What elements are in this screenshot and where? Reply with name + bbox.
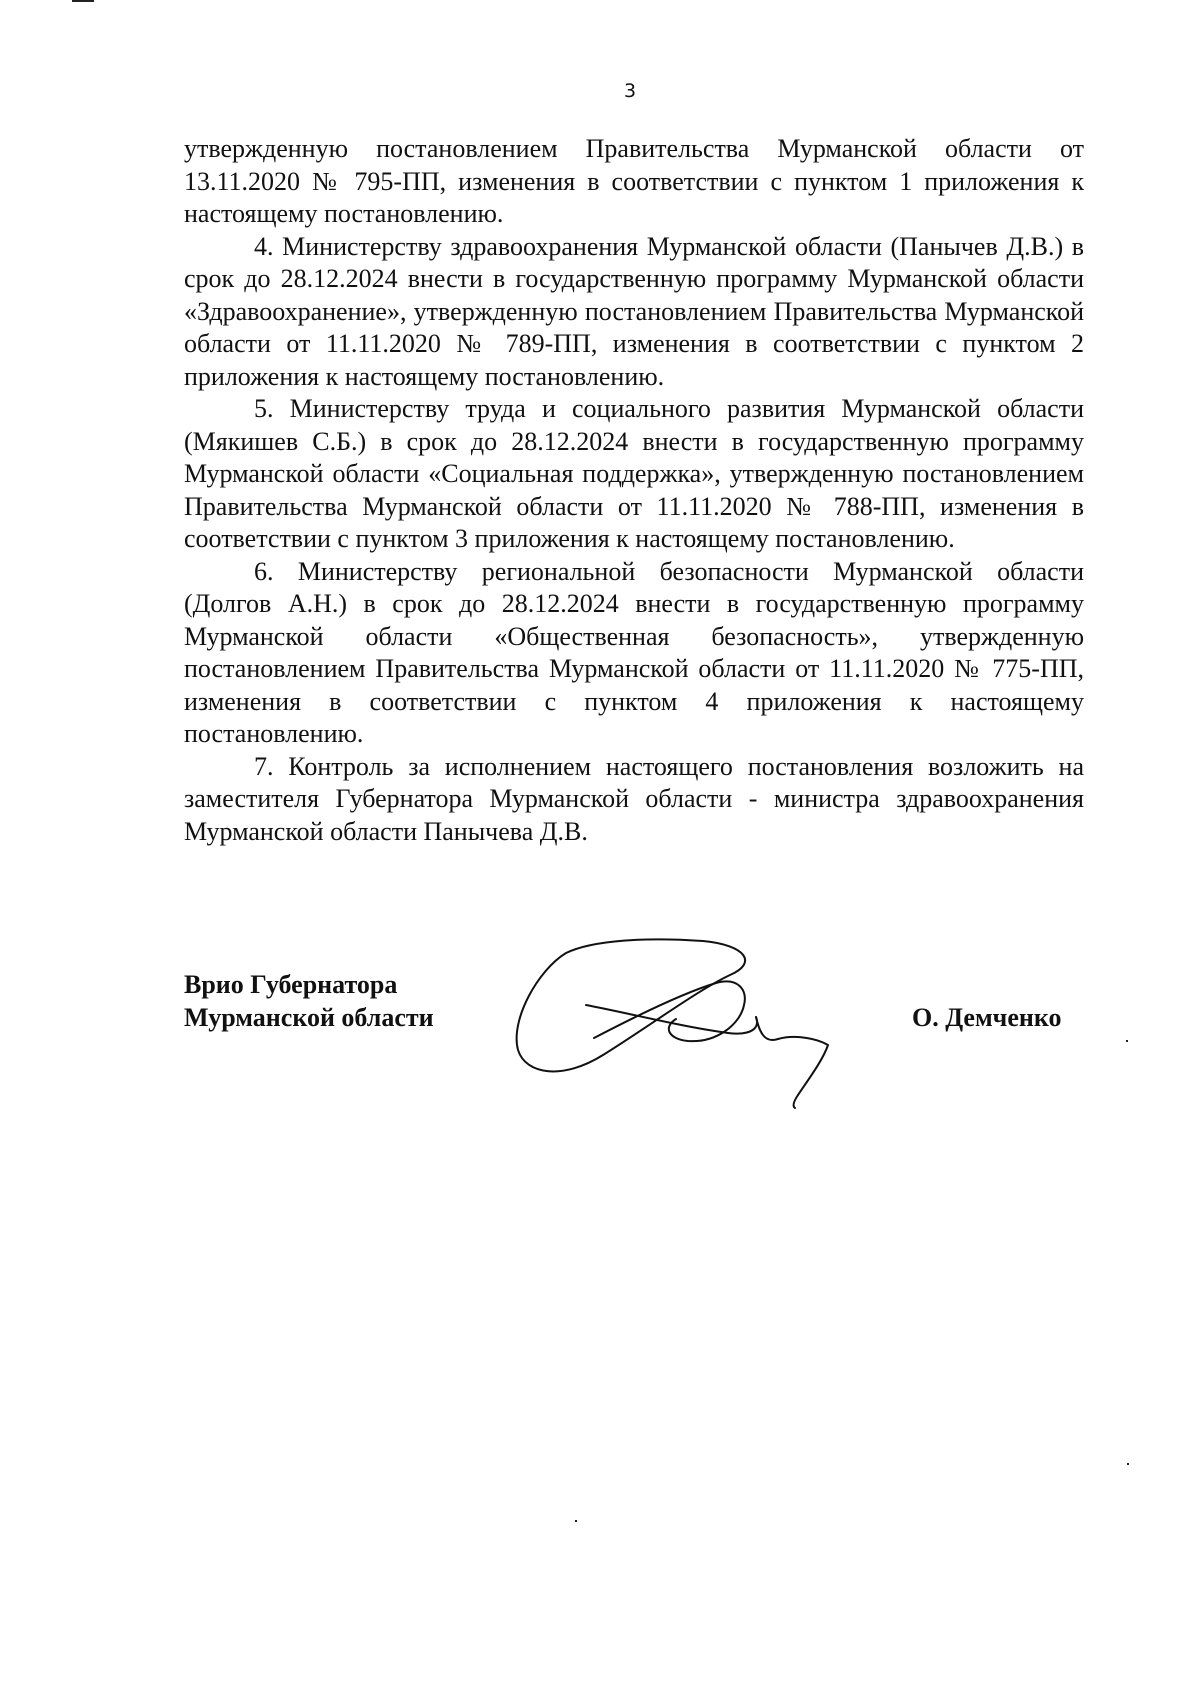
paragraph-item-7: 7. Контроль за исполнением настоящего постановления возложить на заместителя Губернатора Мурманской области - министра здравоохранения Мурманской области Панычева Д.В. bbox=[184, 751, 1084, 846]
scan-dot bbox=[575, 1520, 577, 1522]
scan-edge-mark bbox=[72, 0, 94, 2]
scan-dot bbox=[1126, 1040, 1128, 1042]
handwritten-signature bbox=[498, 935, 838, 1110]
signer-title-line-1: Врио Губернатора bbox=[184, 970, 398, 999]
paragraph-item-5: 5. Министерству труда и социального развития Мурманской области (Мякишев С.Б.) в срок до 28.12.2024 внести в государственную программу Мурманской области «Социальная поддержка», утвержденную постановлением Правительства Мурманской области от 11.11.2020 № 788-ПП, изменения в соответствии с пунктом 3 приложения к настоящему постановлению. bbox=[184, 394, 1084, 553]
signer-name: О. Демченко bbox=[912, 1003, 1062, 1032]
paragraph-item-4: 4. Министерству здравоохранения Мурманской области (Панычев Д.В.) в срок до 28.12.2024 внести в государственную программу Мурманской области «Здравоохранение», утвержденную постановлением Правительства Мурманской области от 11.11.2020 № 789-ПП, изменения в соответствии с пунктом 2 приложения к настоящему постановлению. bbox=[184, 231, 1084, 391]
signer-title bbox=[184, 968, 434, 1034]
signer-title-line-2: Мурманской области bbox=[184, 1003, 434, 1032]
scan-dot bbox=[1127, 1463, 1129, 1465]
paragraph-item-6: 6. Министерству региональной безопасности Мурманской области (Долгов А.Н.) в срок до 28.12.2024 внести в государственную программу Мурманской области «Общественная безопасность», утвержденную постановлением Правительства Мурманской области от 11.11.2020 № 775-ПП, изменения в соответствии с пунктом 4 приложения к настоящему постановлению. bbox=[184, 556, 1084, 748]
document-body bbox=[184, 133, 1084, 848]
page-number: 3 bbox=[623, 80, 637, 102]
paragraph-continuation: утвержденную постановлением Правительства Мурманской области от 13.11.2020 № 795-ПП, изменения в соответствии с пунктом 1 приложения к настоящему постановлению. bbox=[184, 134, 1084, 228]
